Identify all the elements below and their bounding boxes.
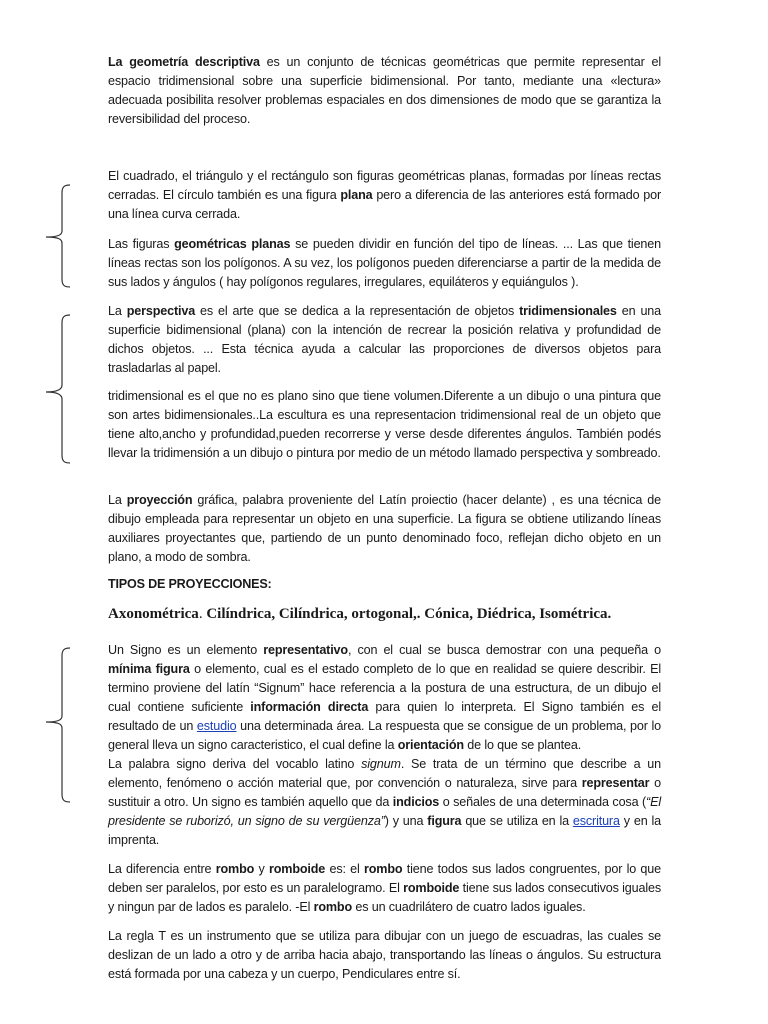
brace-icon <box>40 313 76 465</box>
paragraph-text: tridimensional es el que no es plano sino que tiene volumen.Diferente a un dibujo o una pintura que son artes bidimensionales..La escultura es una representacion tridimensional real de un objeto que tiene alto,ancho y profundidad,pueden recorrerse y verse desde diferentes ángulos. También podés llevar la tridimensión a un dibujo o pintura por medio de un método llamado perspectiva y sombreado. <box>108 389 661 460</box>
italic-quote: “El presidente se ruborizó, un signo de su vergüenza” <box>108 795 661 828</box>
projection-types: Cilíndrica, Cilíndrica, ortogonal,. Cónica, Diédrica, Isométrica. <box>202 606 612 622</box>
paragraph-rombo <box>108 860 661 917</box>
paragraph-poligonos <box>108 235 661 292</box>
bold-term: plana <box>340 188 373 202</box>
paragraph-text: Las figuras <box>108 237 175 251</box>
bold-term: figura <box>427 814 462 828</box>
paragraph-perspectiva <box>108 302 661 378</box>
bold-term: perspectiva <box>126 304 196 318</box>
paragraph-text: La palabra signo deriva del vocablo latino <box>108 757 362 771</box>
bold-term: representativo <box>263 643 348 657</box>
bold-term: rombo <box>364 862 403 876</box>
paragraph-geometria-descriptiva <box>108 53 661 129</box>
paragraph-figuras-planas <box>108 167 661 224</box>
bold-term: romboide <box>268 862 326 876</box>
paragraph-text: tiene sus lados consecutivos iguales y ningun par de lados es paralelo. -El <box>108 881 662 914</box>
paragraph-regla-t <box>108 927 661 984</box>
projection-types-list <box>108 606 611 623</box>
brace-icon <box>40 646 76 804</box>
paragraph-text: es el arte que se dedica a la representación de objetos <box>195 304 520 318</box>
bold-term: romboide <box>403 881 460 895</box>
paragraph-text: La <box>108 493 127 507</box>
paragraph-text: . Se trata de un término que describe a un elemento, fenómeno o acción material que, por convención o naturaleza, sirve para <box>108 757 661 790</box>
paragraph-text: El cuadrado, el triángulo y el rectángulo son figuras geométricas planas, formadas por líneas rectas cerradas. El círculo también es una figura <box>108 169 661 202</box>
paragraph-text: es: el <box>325 862 364 876</box>
bold-term: indicios <box>392 795 440 809</box>
paragraph-text: es un cuadrilátero de cuatro lados iguales. <box>352 900 586 914</box>
paragraph-text: que se utiliza en la <box>461 814 573 828</box>
paragraph-text: o señales de una determinada cosa ( <box>439 795 647 809</box>
paragraph-text: de lo que se plantea. <box>463 738 582 752</box>
paragraph-text: o elemento, cual es el estado completo de lo que en realidad se quiere describir. El termino proviene del latín “Signum” hace referencia a la postura de una estructura, de un dibujo el cual contiene suficiente <box>108 662 662 714</box>
link-estudio[interactable]: estudio <box>196 719 237 733</box>
paragraph-text: gráfica, palabra proveniente del Latín proiectio (hacer delante) , es una técnica de dibujo empleada para representar un objeto en una superficie. La figura se obtiene utilizando líneas auxiliares proyectantes que, partiendo de un punto denominado foco, reflejan dicho objeto en un plano, a modo de sombra. <box>108 493 661 564</box>
paragraph-text: La <box>108 304 127 318</box>
link-escritura[interactable]: escritura <box>572 814 620 828</box>
separator: . <box>198 606 203 622</box>
bold-term: proyección <box>126 493 193 507</box>
paragraph-text: tiene todos sus lados congruentes, por lo que deben ser paralelos, por esto es un paralelogramo. El <box>108 862 661 895</box>
paragraph-text: en una superficie bidimensional (plana) con la intención de recrear la posición relativa y profundidad de dichos objetos. ... Esta técnica ayuda a calcular las proporciones de diversos objetos para trasladarlas al papel. <box>108 304 662 375</box>
bold-term: tridimensionales <box>519 304 617 318</box>
paragraph-text: ) y una <box>384 814 428 828</box>
paragraph-text: es un conjunto de técnicas geométricas que permite representar el espacio tridimensional sobre una superficie bidimensional. Por tanto, mediante una «lectura» adecuada posibilita resolver problemas espaciales en dos dimensiones de modo que se garantiza la reversibilidad del proceso. <box>108 55 661 126</box>
paragraph-text: y en la imprenta. <box>108 814 661 847</box>
paragraph-text: La diferencia entre <box>108 862 216 876</box>
bold-term: representar <box>581 776 650 790</box>
brace-icon <box>40 183 76 289</box>
paragraph-text: , con el cual se busca demostrar con una pequeña o <box>347 643 661 657</box>
bold-term: información directa <box>250 700 369 714</box>
bold-term: mínima figura <box>108 662 190 676</box>
bold-term: La geometría descriptiva <box>108 55 260 69</box>
paragraph-text: pero a diferencia de las anteriores está formado por una línea curva cerrada. <box>108 188 661 221</box>
italic-term: signum <box>361 757 401 771</box>
paragraph-text: La regla T es un instrumento que se utiliza para dibujar con un juego de escuadras, las cuales se deslizan de un lado a otro y de arriba hacia abajo, transportando las líneas o ángulos. Su estructura está formada por una cabeza y un cuerpo, Pendiculares entre sí. <box>108 929 661 981</box>
projection-type: Axonométrica <box>108 606 199 622</box>
paragraph-signo <box>108 641 661 850</box>
bold-term: rombo <box>215 862 255 876</box>
paragraph-tridimensional <box>108 387 661 463</box>
heading-tipos-proyecciones: TIPOS DE PROYECCIONES: <box>108 577 272 591</box>
paragraph-text: Un Signo es un elemento <box>108 643 264 657</box>
bold-term: geométricas planas <box>174 237 291 251</box>
paragraph-text: o sustituir a otro. Un signo es también aquello que da <box>108 776 662 809</box>
paragraph-text: una determinada área. La respuesta que se consigue de un problema, por lo general lleva un signo caracteristico, el cual define la <box>108 719 661 752</box>
paragraph-text: y <box>254 862 269 876</box>
bold-term: rombo <box>313 900 353 914</box>
bold-term: orientación <box>397 738 464 752</box>
paragraph-text: para quien lo interpreta. El Signo también es el resultado de un <box>108 700 661 733</box>
paragraph-text: se pueden dividir en función del tipo de líneas. ... Las que tienen líneas rectas son los polígonos. A su vez, los polígonos pueden diferenciarse a partir de la medida de sus lados y ángulos ( hay polígonos regulares, irregulares, equiláteros y equiángulos ). <box>108 237 661 289</box>
paragraph-proyeccion <box>108 491 661 567</box>
